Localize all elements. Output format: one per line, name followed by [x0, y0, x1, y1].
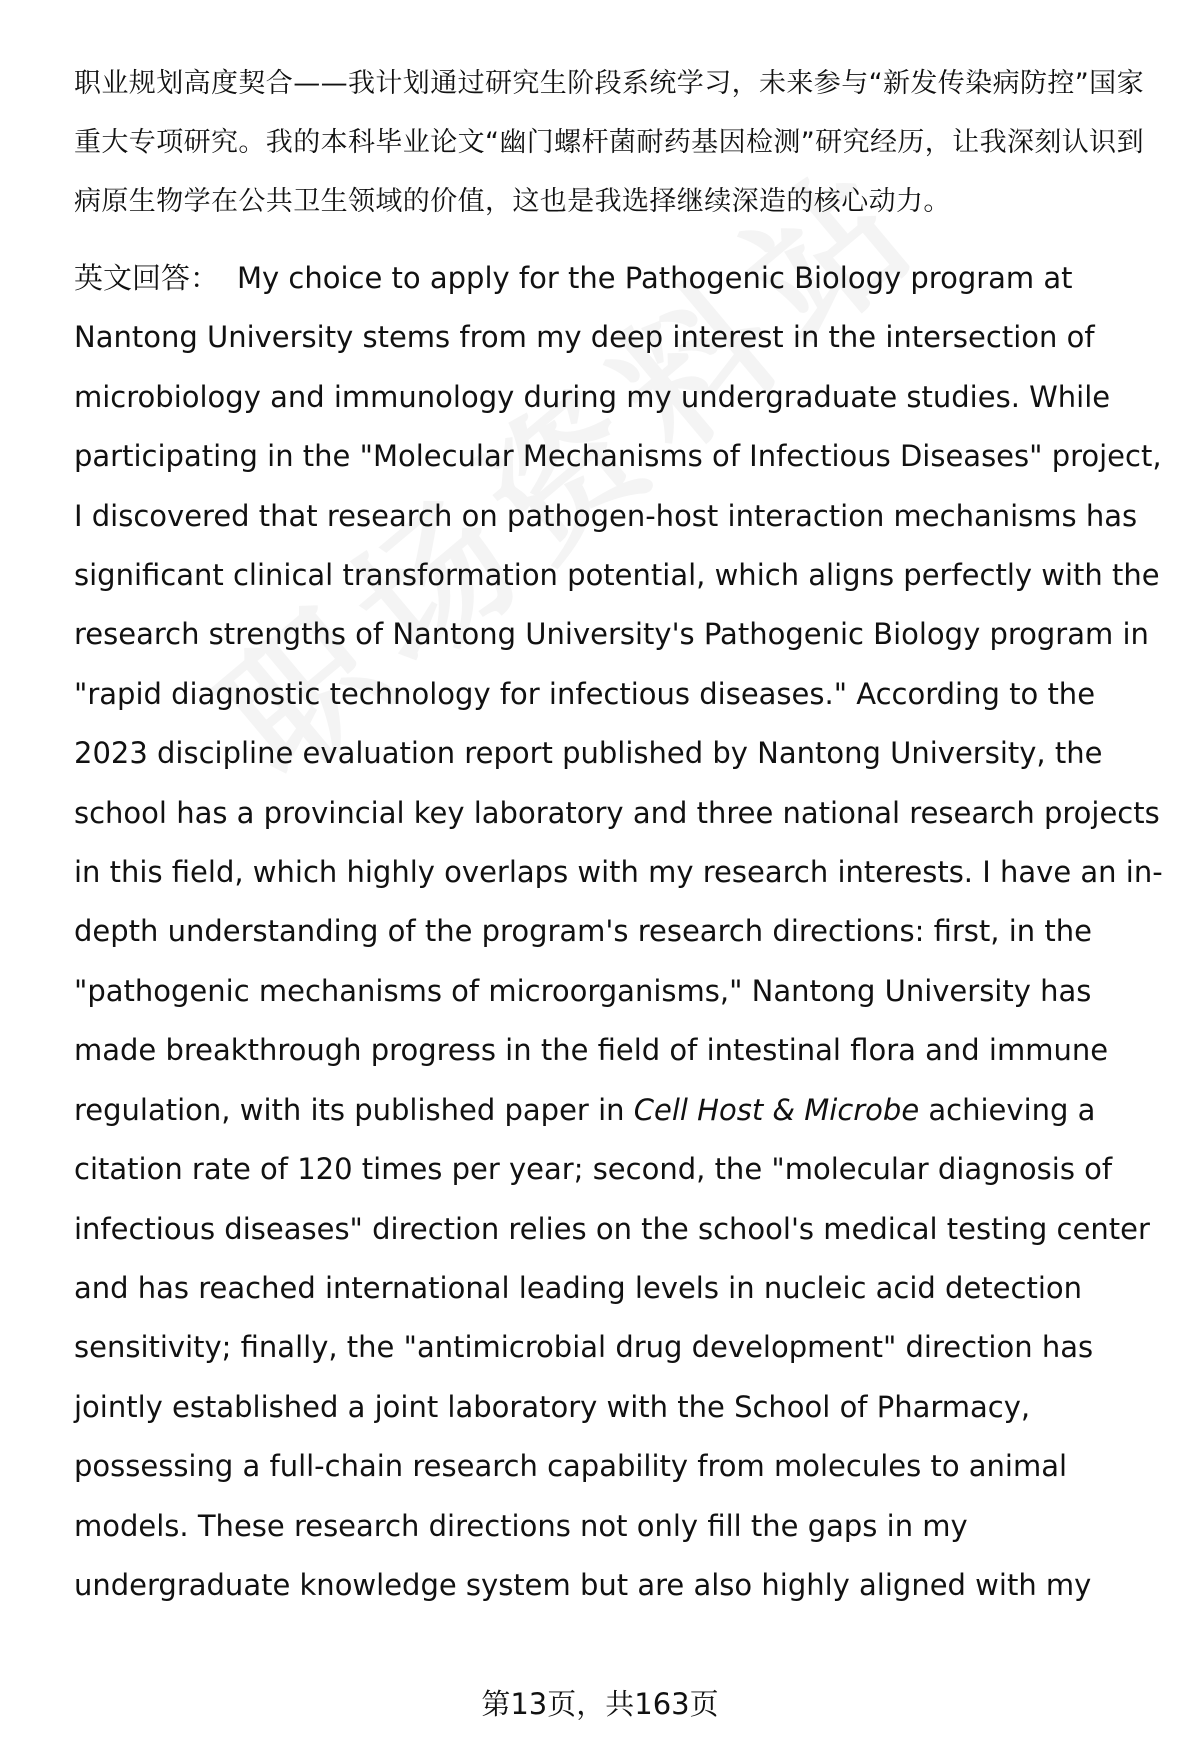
english-answer-paragraph [74, 249, 1164, 1615]
english-answer-text-part1: My choice to apply for the Pathogenic Biology program at Nantong University stems from my deep interest in the intersection of microbiology and immunology during my undergraduate studies. While participating in the "Molecular Mechanisms of Infectious Diseases" project, I discovered that research on pathogen-host interaction mechanisms has significant clinical transformation potential, which aligns perfectly with the research strengths of Nantong University's Pathogenic Biology program in "rapid diagnostic technology for infectious diseases." According to the 2023 discipline evaluation report published by Nantong University, the school has a provincial key laboratory and three national research projects in this field, which highly overlaps with my research interests. I have an in-depth understanding of the program's research directions: first, in the "pathogenic mechanisms of microorganisms," Nantong University has made breakthrough progress in the field of intestinal flora and immune regulation, with its published paper in [74, 261, 1163, 1127]
journal-title: Cell Host & Microbe [633, 1092, 920, 1127]
page-number-footer: 第13页，共163页 [481, 1687, 719, 1721]
english-answer-text-part2: achieving a citation rate of 120 times per year; second, the "molecular diagnosis of infectious diseases" direction relies on the school's medical testing center and has reached international leading levels in nucleic acid detection sensitivity; finally, the "antimicrobial drug development" direction has jointly established a joint laboratory with the School of Pharmacy, possessing a full-chain research capability from molecules to animal models. These research directions not only fill the gaps in my undergraduate knowledge system but are also highly aligned with my [74, 1092, 1150, 1602]
english-answer-label: 英文回答： [74, 261, 220, 295]
chinese-paragraph: 职业规划高度契合——我计划通过研究生阶段系统学习，未来参与“新发传染病防控”国家重大专项研究。我的本科毕业论文“幽门螺杆菌耐药基因检测”研究经历，让我深刻认识到病原生物学在公共卫生领域的价值，这也是我选择继续深造的核心动力。 [74, 68, 1144, 217]
document-body [74, 54, 1164, 1615]
